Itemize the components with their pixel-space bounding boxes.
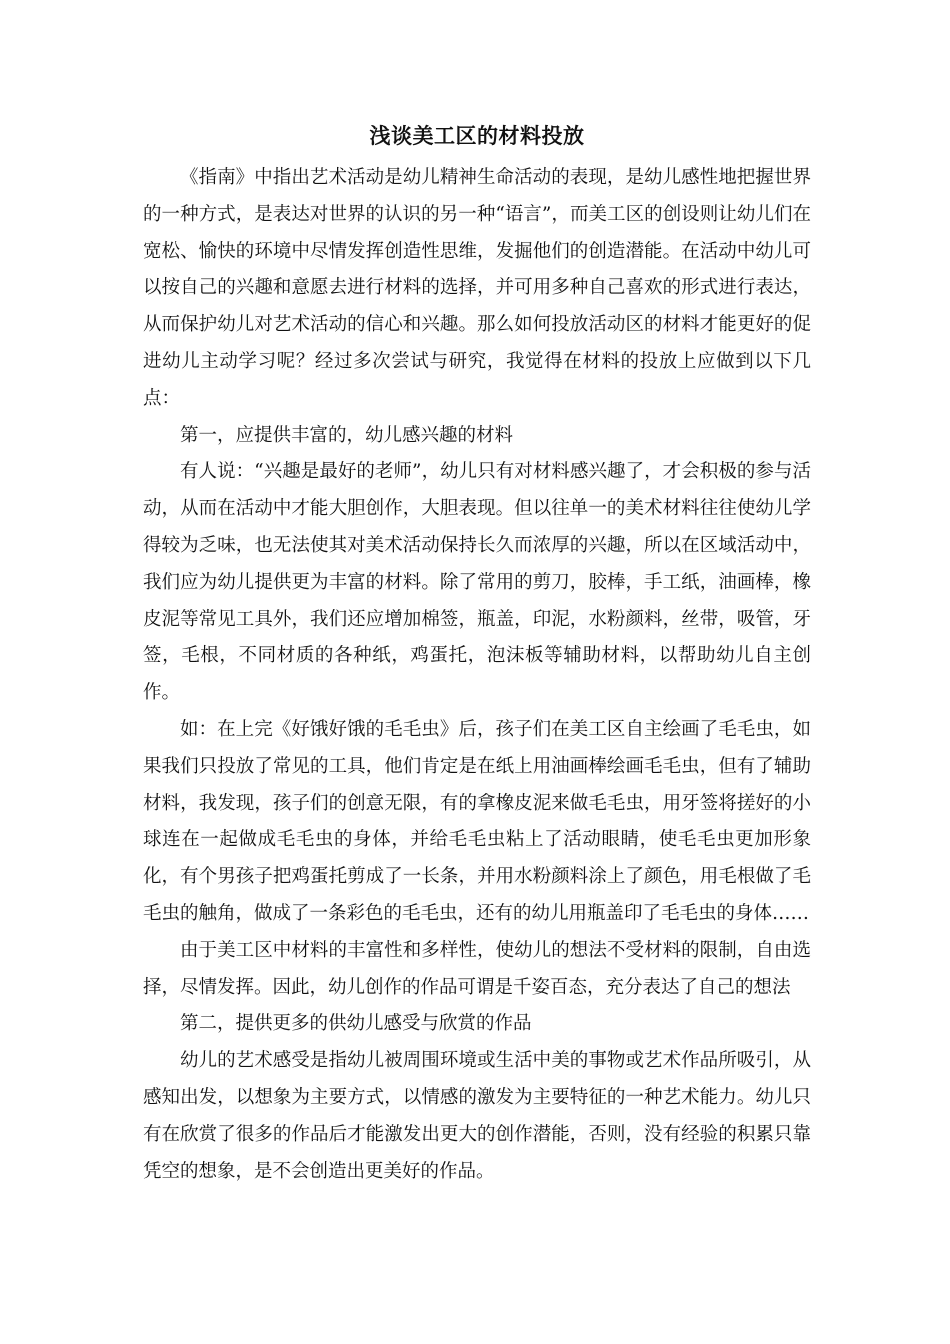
paragraph-intro: 《指南》中指出艺术活动是幼儿精神生命活动的表现，是幼儿感性地把握世界的一种方式，是表达对世界的认识的另一种“语言”，而美工区的创设则让幼儿们在宽松、愉快的环境中尽情发挥创造性思维，发掘他们的创造潜能。在活动中幼儿可以按自己的兴趣和意愿去进行材料的选择，并可用多种自己喜欢的形式进行表达，从而保护幼儿对艺术活动的信心和兴趣。那么如何投放活动区的材料才能更好的促进幼儿主动学习呢？经过多次尝试与研究，我觉得在材料的投放上应做到以下几点： <box>143 167 811 409</box>
paragraph-diversity: 由于美工区中材料的丰富性和多样性，使幼儿的想法不受材料的限制，自由选择，尽情发挥。因此，幼儿创作的作品可谓是千姿百态，充分表达了自己的想法 <box>143 939 811 998</box>
paragraph-heading-second: 第二，提供更多的供幼儿感受与欣赏的作品 <box>180 1013 532 1035</box>
paragraph-appreciation: 幼儿的艺术感受是指幼儿被周围环境或生活中美的事物或艺术作品所吸引，从感知出发，以想象为主要方式，以情感的激发为主要特征的一种艺术能力。幼儿只有在欣赏了很多的作品后才能激发出更大的创作潜能，否则，没有经验的积累只靠凭空的想象，是不会创造出更美好的作品。 <box>143 1050 811 1182</box>
paragraph-interest: 有人说：“兴趣是最好的老师”，幼儿只有对材料感兴趣了，才会积极的参与活动，从而在活动中才能大胆创作，大胆表现。但以往单一的美术材料往往使幼儿学得较为乏味，也无法使其对美术活动保持长久而浓厚的兴趣，所以在区域活动中，我们应为幼儿提供更为丰富的材料。除了常用的剪刀，胶棒，手工纸，油画棒，橡皮泥等常见工具外，我们还应增加棉签，瓶盖，印泥，水粉颜料，丝带，吸管，牙签，毛根，不同材质的各种纸，鸡蛋托，泡沫板等辅助材料，以帮助幼儿自主创作。 <box>143 461 811 704</box>
document-page <box>143 112 811 1190</box>
paragraph-heading-first: 第一，应提供丰富的，幼儿感兴趣的材料 <box>180 424 514 446</box>
paragraph-example: 如：在上完《好饿好饿的毛毛虫》后，孩子们在美工区自主绘画了毛毛虫，如果我们只投放了常见的工具，他们肯定是在纸上用油画棒绘画毛毛虫，但有了辅助材料，我发现，孩子们的创意无限，有的拿橡皮泥来做毛毛虫，用牙签将搓好的小球连在一起做成毛毛虫的身体，并给毛毛虫粘上了活动眼睛，使毛毛虫更加形象化，有个男孩子把鸡蛋托剪成了一长条，并用水粉颜料涂上了颜色，用毛根做了毛毛虫的触角，做成了一条彩色的毛毛虫，还有的幼儿用瓶盖印了毛毛虫的身体…… <box>143 718 811 924</box>
document-title: 浅谈美工区的材料投放 <box>369 123 585 148</box>
